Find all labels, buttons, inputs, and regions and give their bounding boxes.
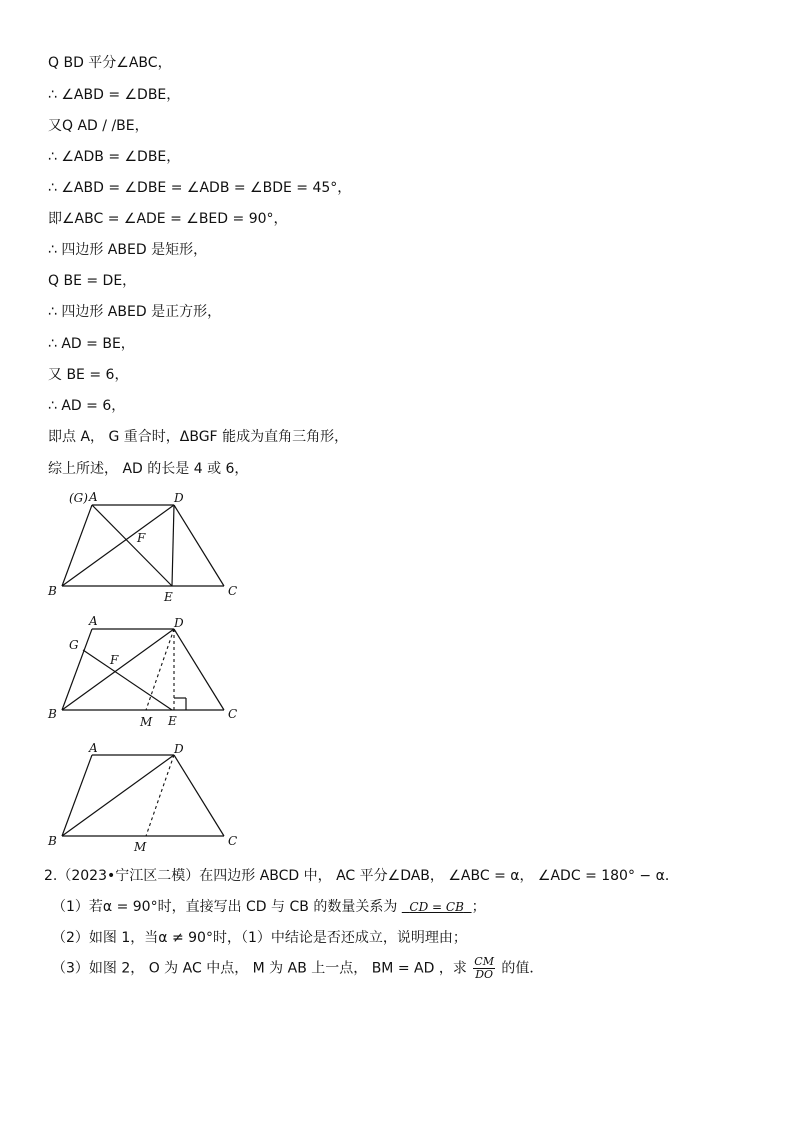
figure-2 xyxy=(44,610,254,732)
fig2-seg-bd xyxy=(62,629,174,710)
solution-line-6: 即∠ABC = ∠ADE = ∠BED = 90°， xyxy=(48,211,288,227)
fig3-label-d: D xyxy=(174,742,184,756)
solution-line-11: 又 BE = 6， xyxy=(48,367,129,383)
solution-line-14: 综上所述， AD 的长是 4 或 6， xyxy=(48,461,249,477)
problem-intro: 2.（2023•宁江区二模）在四边形 ABCD 中， AC 平分∠DAB， ∠ABC = α， ∠ADC = 180° − α． xyxy=(44,868,679,884)
solution-line-7: ∴ 四边形 ABED 是矩形， xyxy=(48,242,208,258)
part1-answer: CD = CB xyxy=(409,900,464,914)
fig2-label-m: M xyxy=(140,715,153,729)
problem-part-3 xyxy=(52,956,543,981)
fig2-seg-ge xyxy=(83,650,172,710)
fig3-label-c: C xyxy=(228,834,238,848)
fraction-numerator: CM xyxy=(474,955,494,968)
fig3-label-a: A xyxy=(89,741,98,755)
figure-1 xyxy=(44,486,254,604)
fig2-label-c: C xyxy=(228,707,238,721)
fig2-label-g: G xyxy=(69,638,79,652)
problem-part-1 xyxy=(52,897,486,917)
fig1-seg-ae xyxy=(92,505,172,586)
solution-line-8: Q BE = DE， xyxy=(48,273,137,289)
solution-line-1: Q BD 平分∠ABC， xyxy=(48,55,172,71)
fig1-label-d: D xyxy=(174,491,184,505)
problem-part-2: （2）如图 1，当α ≠ 90°时，（1）中结论是否还成立，说明理由； xyxy=(52,930,467,946)
figure-3 xyxy=(44,736,254,854)
fig3-dashed-dm xyxy=(146,755,174,836)
solution-line-2: ∴ ∠ABD = ∠DBE， xyxy=(48,87,181,103)
fig1-label-a: A xyxy=(89,490,98,504)
fig1-label-c: C xyxy=(228,584,238,598)
fig1-seg-bd xyxy=(62,505,174,586)
fig2-label-f: F xyxy=(110,653,119,667)
part1-prefix: （1）若α = 90°时，直接写出 CD 与 CB 的数量关系为 xyxy=(52,899,398,915)
fig3-seg-dc xyxy=(174,755,224,836)
part3-fraction xyxy=(473,956,495,981)
fig3-label-m: M xyxy=(134,840,147,854)
fig1-seg-ab xyxy=(62,505,92,586)
fig1-seg-dc xyxy=(174,505,224,586)
fig1-label-f: F xyxy=(137,531,146,545)
fraction-denominator: DO xyxy=(475,968,494,981)
fig3-label-b: B xyxy=(48,834,57,848)
solution-line-13: 即点 A， G 重合时，ΔBGF 能成为直角三角形， xyxy=(48,429,349,445)
solution-line-5: ∴ ∠ABD = ∠DBE = ∠ADB = ∠BDE = 45°， xyxy=(48,180,352,196)
fig2-label-a: A xyxy=(89,614,98,628)
solution-line-4: ∴ ∠ADB = ∠DBE， xyxy=(48,149,181,165)
solution-line-10: ∴ AD = BE， xyxy=(48,336,135,352)
part1-suffix: ； xyxy=(471,899,486,915)
fig2-label-e: E xyxy=(168,714,177,728)
fig1-label-g: (G) xyxy=(69,491,88,505)
solution-line-12: ∴ AD = 6， xyxy=(48,398,126,414)
fig1-label-b: B xyxy=(48,584,57,598)
fig3-seg-ab xyxy=(62,755,92,836)
part3-suffix: 的值． xyxy=(501,960,544,977)
fig1-label-e: E xyxy=(164,590,173,604)
fig1-seg-de xyxy=(172,505,174,586)
solution-line-3: 又Q AD / /BE， xyxy=(48,118,149,134)
fig2-label-d: D xyxy=(174,616,184,630)
part3-prefix: （3）如图 2， O 为 AC 中点， M 为 AB 上一点， BM = AD ，求 xyxy=(52,960,467,977)
fig2-dashed-dm xyxy=(146,629,174,710)
solution-line-9: ∴ 四边形 ABED 是正方形， xyxy=(48,304,222,320)
fig3-seg-bd xyxy=(62,755,174,836)
fig2-label-b: B xyxy=(48,707,57,721)
